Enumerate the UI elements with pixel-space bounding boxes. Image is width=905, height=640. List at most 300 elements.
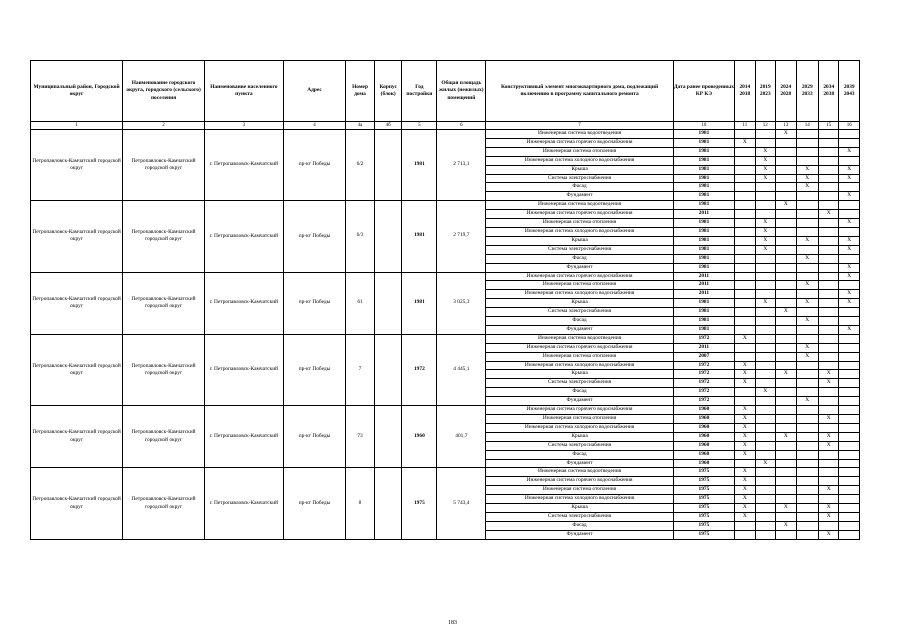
element-cell: Инженерная система холодного водоснабжения [486,361,673,370]
settlement-cell: Петропавловск-Камчатский городской округ [123,468,205,539]
repair-date-cell: 1972 [673,334,734,343]
period-mark-cell [776,512,796,521]
element-cell: Инженерная система горячего водоснабжения [486,138,673,147]
element-cell: Крыша [486,165,673,174]
period-mark-cell: X [755,165,775,174]
period-mark-cell [755,379,775,388]
period-mark-cell [796,388,819,397]
column-header: Адрес [283,61,345,122]
repair-date-cell: 1981 [673,308,734,317]
period-mark-cell [796,130,819,139]
period-mark-cell: X [839,245,860,254]
column-number-row [31,122,860,130]
house-number-cell: 6/2 [346,130,375,201]
period-mark-cell [776,459,796,468]
repair-date-cell: 1960 [673,423,734,432]
period-mark-cell [839,477,860,486]
period-mark-cell [796,512,819,521]
period-mark-cell [839,317,860,326]
repair-date-cell: 1981 [673,174,734,183]
period-mark-cell [735,227,755,236]
period-mark-cell: X [776,370,796,379]
period-mark-cell [755,530,775,539]
period-mark-cell [819,183,839,192]
locality-cell: г. Петропавловск-Камчатский [204,201,283,272]
element-cell: Система электроснабжения [486,245,673,254]
repair-date-cell: 2011 [673,290,734,299]
period-mark-cell [839,504,860,513]
period-mark-cell [796,423,819,432]
period-mark-cell [839,334,860,343]
period-mark-cell: X [755,459,775,468]
column-header: Муниципальный район, Городской округ [31,61,123,122]
period-mark-cell: X [839,147,860,156]
period-mark-cell: X [735,423,755,432]
period-mark-cell [839,406,860,415]
period-mark-cell [776,423,796,432]
area-cell: 4 445,1 [437,334,486,405]
period-mark-cell: X [735,138,755,147]
period-mark-cell: X [839,263,860,272]
period-mark-cell [776,415,796,424]
column-number: 12 [755,122,775,130]
period-mark-cell [735,130,755,139]
period-mark-cell [819,165,839,174]
block-cell [374,130,402,201]
period-mark-cell: X [735,334,755,343]
column-header: Дата ранее проведенных КР КЭ [673,61,734,122]
period-mark-cell [735,530,755,539]
period-mark-cell [755,423,775,432]
element-cell: Инженерная система водоотведения [486,201,673,210]
period-mark-cell [819,388,839,397]
period-mark-cell [839,388,860,397]
element-cell: Инженерная система холодного водоснабжения [486,495,673,504]
repair-date-cell: 2011 [673,343,734,352]
period-mark-cell: X [755,299,775,308]
element-cell: Инженерная система горячего водоснабжения [486,210,673,219]
period-mark-cell: X [755,245,775,254]
period-mark-cell [819,147,839,156]
repair-date-cell: 1981 [673,263,734,272]
period-mark-cell [796,138,819,147]
settlement-cell: Петропавловск-Камчатский городской округ [123,201,205,272]
period-mark-cell [735,521,755,530]
element-cell: Инженерная система отопления [486,415,673,424]
period-mark-cell: X [735,370,755,379]
column-number: 5 [402,122,437,130]
period-mark-cell [796,290,819,299]
period-mark-cell [819,406,839,415]
period-mark-cell: X [735,415,755,424]
period-mark-cell [776,245,796,254]
period-mark-cell [735,388,755,397]
period-mark-cell [776,388,796,397]
period-mark-cell: X [796,352,819,361]
period-mark-cell [755,183,775,192]
period-mark-cell [796,486,819,495]
period-mark-cell [819,352,839,361]
repair-date-cell: 1975 [673,521,734,530]
period-mark-cell [839,530,860,539]
settlement-cell: Петропавловск-Камчатский городской округ [123,334,205,405]
period-mark-cell [839,415,860,424]
street-cell: пр-кт Победы [283,130,345,201]
repair-date-cell: 1981 [673,227,734,236]
period-mark-cell: X [796,299,819,308]
column-header: Номер дома [346,61,375,122]
period-mark-cell [796,504,819,513]
period-mark-cell [819,397,839,406]
period-mark-cell [839,138,860,147]
period-mark-cell: X [819,415,839,424]
repair-date-cell: 1975 [673,504,734,513]
period-mark-cell [776,397,796,406]
repair-date-cell: 1981 [673,165,734,174]
period-mark-cell [796,210,819,219]
period-mark-cell [796,325,819,334]
period-mark-cell [776,254,796,263]
element-cell: Система электроснабжения [486,308,673,317]
street-cell: пр-кт Победы [283,272,345,334]
column-number: 2 [123,122,205,130]
repair-date-cell: 1960 [673,450,734,459]
period-mark-cell: X [796,254,819,263]
period-mark-cell [755,504,775,513]
repair-date-cell: 1981 [673,201,734,210]
build-year-cell: 1975 [402,468,437,539]
element-cell: Инженерная система водоотведения [486,334,673,343]
period-mark-cell: X [735,512,755,521]
period-mark-cell [735,308,755,317]
street-cell: пр-кт Победы [283,201,345,272]
period-mark-cell [776,352,796,361]
period-mark-cell [776,236,796,245]
element-cell: Система электроснабжения [486,512,673,521]
column-header: Общая площадь жилых (нежилых) помещений [437,61,486,122]
period-mark-cell: X [839,290,860,299]
period-mark-cell: X [755,388,775,397]
period-mark-cell [819,459,839,468]
period-mark-cell: X [735,486,755,495]
repair-date-cell: 1975 [673,468,734,477]
period-mark-cell: X [735,441,755,450]
district-cell: Петропавловск-Камчатский городской округ [31,406,123,468]
period-mark-cell [776,263,796,272]
house-number-cell: 6/3 [346,201,375,272]
period-mark-cell [819,219,839,228]
period-mark-cell [735,352,755,361]
element-cell: Инженерная система горячего водоснабжения [486,406,673,415]
element-cell: Инженерная система холодного водоснабжения [486,156,673,165]
element-cell: Фасад [486,317,673,326]
settlement-cell: Петропавловск-Камчатский городской округ [123,406,205,468]
period-mark-cell [796,156,819,165]
period-mark-cell [735,459,755,468]
repair-date-cell: 2011 [673,272,734,281]
period-mark-cell: X [776,201,796,210]
period-mark-cell: X [796,183,819,192]
element-cell: Крыша [486,299,673,308]
period-mark-cell [796,432,819,441]
period-mark-cell [819,201,839,210]
table-row [31,334,860,343]
period-mark-cell [839,130,860,139]
period-mark-cell [819,254,839,263]
period-mark-cell [839,183,860,192]
table-body [31,122,860,540]
period-mark-cell [755,290,775,299]
block-cell [374,406,402,468]
period-mark-cell [776,406,796,415]
period-mark-cell [776,495,796,504]
period-mark-cell [839,227,860,236]
period-mark-cell [819,281,839,290]
period-mark-cell: X [735,379,755,388]
period-mark-cell [819,174,839,183]
table-row [31,272,860,281]
period-mark-cell [839,379,860,388]
period-mark-cell [755,370,775,379]
locality-cell: г. Петропавловск-Камчатский [204,468,283,539]
period-mark-cell [755,308,775,317]
build-year-cell: 1981 [402,130,437,201]
period-mark-cell [776,165,796,174]
period-mark-cell [735,192,755,201]
element-cell: Фундамент [486,325,673,334]
repair-date-cell: 1972 [673,379,734,388]
period-mark-cell [796,219,819,228]
block-cell [374,272,402,334]
period-mark-cell: X [776,504,796,513]
period-mark-cell [755,210,775,219]
settlement-cell: Петропавловск-Камчатский городской округ [123,130,205,201]
column-number: 15 [819,122,839,130]
element-cell: Инженерная система отопления [486,147,673,156]
period-mark-cell [819,361,839,370]
period-mark-cell [819,477,839,486]
street-cell: пр-кт Победы [283,406,345,468]
period-mark-cell [839,156,860,165]
district-cell: Петропавловск-Камчатский городской округ [31,130,123,201]
period-mark-cell [776,450,796,459]
period-mark-cell [755,512,775,521]
period-mark-cell [796,245,819,254]
period-mark-cell [755,486,775,495]
element-cell: Крыша [486,504,673,513]
period-mark-cell [819,423,839,432]
period-mark-cell [735,245,755,254]
element-cell: Система электроснабжения [486,379,673,388]
period-mark-cell: X [755,174,775,183]
period-mark-cell: X [819,432,839,441]
column-header: 2039 2043 [839,61,860,122]
district-cell: Петропавловск-Камчатский городской округ [31,272,123,334]
period-mark-cell [735,147,755,156]
repair-date-cell: 1981 [673,254,734,263]
period-mark-cell [735,290,755,299]
period-mark-cell [735,343,755,352]
element-cell: Фасад [486,450,673,459]
period-mark-cell [755,130,775,139]
table-row [31,201,860,210]
period-mark-cell [796,308,819,317]
period-mark-cell [819,192,839,201]
period-mark-cell: X [735,361,755,370]
period-mark-cell [735,210,755,219]
period-mark-cell [819,343,839,352]
column-header: 2034 2038 [819,61,839,122]
period-mark-cell [796,495,819,504]
period-mark-cell: X [796,236,819,245]
column-number: 4а [346,122,375,130]
period-mark-cell [839,343,860,352]
district-cell: Петропавловск-Камчатский городской округ [31,468,123,539]
element-cell: Инженерная система холодного водоснабжения [486,290,673,299]
repair-date-cell: 1981 [673,245,734,254]
table-row [31,130,860,139]
period-mark-cell [819,156,839,165]
period-mark-cell [819,468,839,477]
period-mark-cell [796,468,819,477]
element-cell: Инженерная система горячего водоснабжения [486,477,673,486]
period-mark-cell [776,334,796,343]
period-mark-cell [735,156,755,165]
period-mark-cell [819,245,839,254]
repair-date-cell: 1981 [673,156,734,165]
period-mark-cell [796,361,819,370]
repair-date-cell: 1981 [673,147,734,156]
element-cell: Крыша [486,370,673,379]
period-mark-cell: X [735,477,755,486]
period-mark-cell: X [839,325,860,334]
period-mark-cell [839,521,860,530]
period-mark-cell [796,201,819,210]
column-number: 6 [437,122,486,130]
period-mark-cell [776,210,796,219]
period-mark-cell [776,219,796,228]
repair-date-cell: 1981 [673,138,734,147]
period-mark-cell [735,263,755,272]
period-mark-cell [755,397,775,406]
period-mark-cell [839,432,860,441]
period-mark-cell: X [735,495,755,504]
column-number: 4б [374,122,402,130]
repair-date-cell: 2011 [673,210,734,219]
period-mark-cell [755,521,775,530]
period-mark-cell [776,192,796,201]
element-cell: Фасад [486,388,673,397]
element-cell: Фасад [486,183,673,192]
element-cell: Инженерная система горячего водоснабжения [486,272,673,281]
period-mark-cell: X [796,281,819,290]
period-mark-cell [796,263,819,272]
element-cell: Фундамент [486,397,673,406]
period-mark-cell [796,415,819,424]
period-mark-cell [755,495,775,504]
build-year-cell: 1972 [402,334,437,405]
repair-date-cell: 1981 [673,183,734,192]
element-cell: Инженерная система холодного водоснабжения [486,423,673,432]
period-mark-cell [796,227,819,236]
period-mark-cell: X [819,370,839,379]
period-mark-cell [735,325,755,334]
column-number: 14 [796,122,819,130]
block-cell [374,201,402,272]
area-cell: 5 743,4 [437,468,486,539]
house-number-cell: 73 [346,406,375,468]
column-header: 2014 2018 [735,61,755,122]
period-mark-cell [839,423,860,432]
period-mark-cell: X [839,236,860,245]
period-mark-cell [755,441,775,450]
period-mark-cell [735,201,755,210]
period-mark-cell [755,201,775,210]
period-mark-cell [735,281,755,290]
table-row [31,406,860,415]
period-mark-cell: X [776,521,796,530]
column-number: 1 [31,122,123,130]
period-mark-cell [735,299,755,308]
period-mark-cell [796,459,819,468]
period-mark-cell [796,450,819,459]
period-mark-cell [776,183,796,192]
repair-date-cell: 1981 [673,236,734,245]
period-mark-cell: X [796,343,819,352]
period-mark-cell [735,174,755,183]
period-mark-cell [735,183,755,192]
period-mark-cell [839,486,860,495]
period-mark-cell [819,236,839,245]
period-mark-cell [776,325,796,334]
area-cell: 2 713,1 [437,130,486,201]
period-mark-cell [776,468,796,477]
period-mark-cell [839,210,860,219]
period-mark-cell: X [839,299,860,308]
period-mark-cell [735,317,755,326]
build-year-cell: 1981 [402,272,437,334]
period-mark-cell: X [755,156,775,165]
repair-date-cell: 2011 [673,281,734,290]
period-mark-cell: X [755,227,775,236]
period-mark-cell: X [819,379,839,388]
period-mark-cell: X [796,317,819,326]
period-mark-cell [819,290,839,299]
period-mark-cell [776,486,796,495]
period-mark-cell: X [735,468,755,477]
element-cell: Инженерная система отопления [486,281,673,290]
period-mark-cell [755,415,775,424]
period-mark-cell [735,165,755,174]
period-mark-cell: X [735,406,755,415]
element-cell: Система электроснабжения [486,174,673,183]
period-mark-cell [819,325,839,334]
period-mark-cell: X [755,219,775,228]
period-mark-cell [839,441,860,450]
period-mark-cell [755,406,775,415]
period-mark-cell: X [796,165,819,174]
repair-date-cell: 1975 [673,495,734,504]
repair-date-cell: 1975 [673,486,734,495]
period-mark-cell [796,406,819,415]
period-mark-cell [776,379,796,388]
period-mark-cell [755,254,775,263]
period-mark-cell [776,477,796,486]
repair-date-cell: 1981 [673,317,734,326]
element-cell: Инженерная система отопления [486,352,673,361]
period-mark-cell [839,201,860,210]
repair-date-cell: 1960 [673,406,734,415]
